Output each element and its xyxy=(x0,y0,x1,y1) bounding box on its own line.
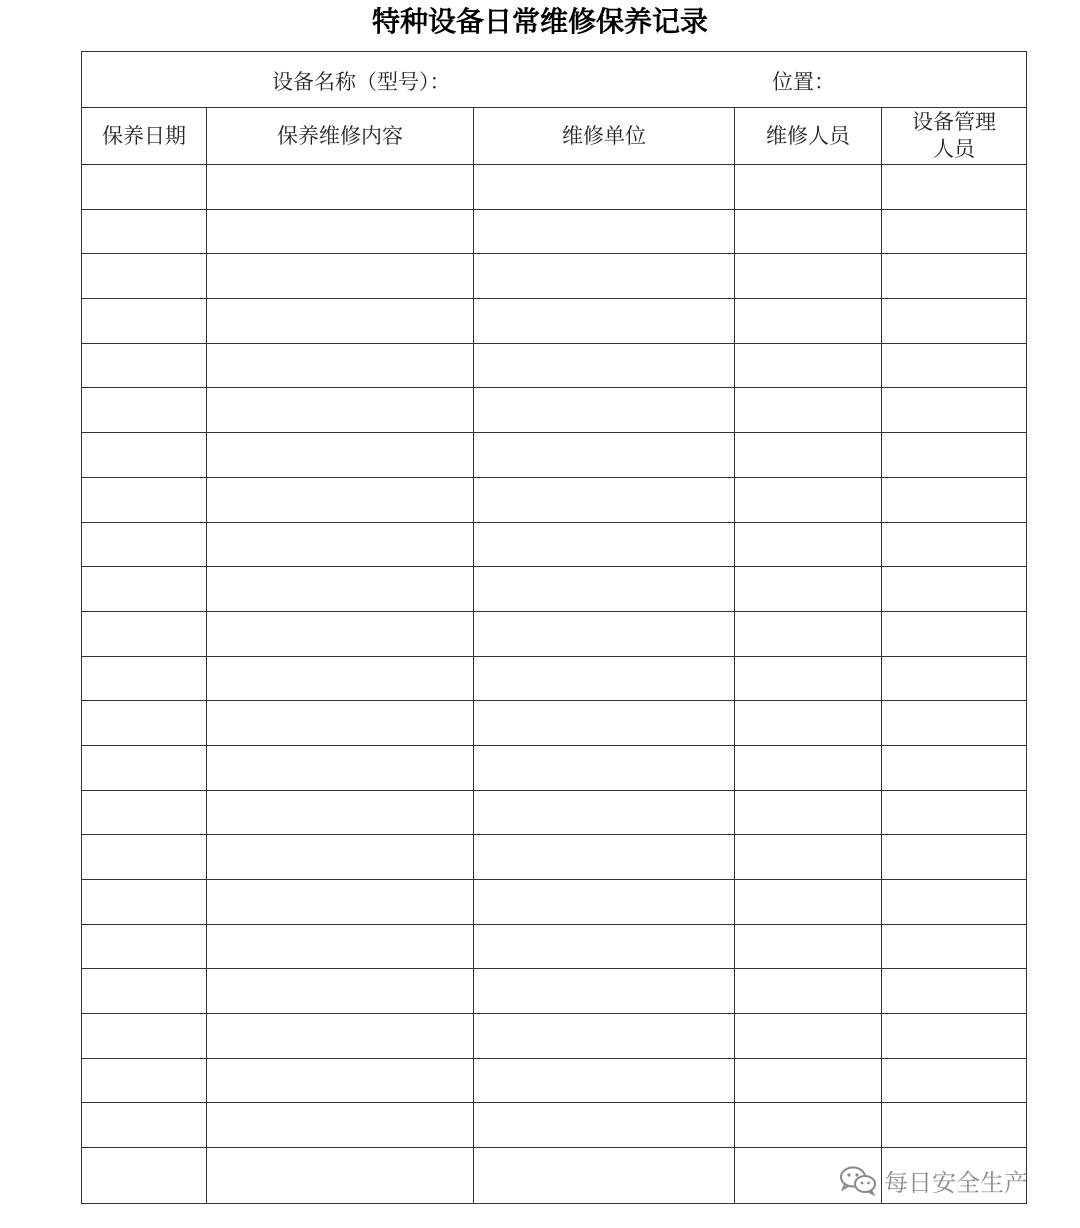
equipment-name-label: 设备名称（型号）： xyxy=(272,70,451,94)
cell-unit xyxy=(474,567,735,612)
cell-personnel xyxy=(735,611,882,656)
table-row xyxy=(82,924,1027,969)
cell-personnel xyxy=(735,880,882,925)
table-row xyxy=(82,388,1027,433)
cell-unit xyxy=(474,701,735,746)
cell-personnel xyxy=(735,1103,882,1148)
cell-content xyxy=(207,343,474,388)
cell-content xyxy=(207,299,474,344)
cell-date xyxy=(82,567,207,612)
cell-content xyxy=(207,567,474,612)
header-date: 保养日期 xyxy=(82,108,207,165)
table-row xyxy=(82,1058,1027,1103)
cell-content xyxy=(207,477,474,522)
table-row xyxy=(82,611,1027,656)
cell-content xyxy=(207,745,474,790)
wechat-icon xyxy=(838,1164,878,1196)
cell-date xyxy=(82,299,207,344)
cell-manager xyxy=(882,567,1027,612)
cell-date xyxy=(82,522,207,567)
cell-date xyxy=(82,388,207,433)
cell-date xyxy=(82,1014,207,1059)
cell-content xyxy=(207,790,474,835)
cell-content xyxy=(207,1148,474,1204)
cell-unit xyxy=(474,1103,735,1148)
cell-content xyxy=(207,522,474,567)
cell-personnel xyxy=(735,165,882,210)
cell-personnel xyxy=(735,209,882,254)
cell-manager xyxy=(882,165,1027,210)
table-row xyxy=(82,165,1027,210)
table-row xyxy=(82,835,1027,880)
table-row xyxy=(82,343,1027,388)
cell-date xyxy=(82,924,207,969)
cell-manager xyxy=(882,1103,1027,1148)
table-row xyxy=(82,745,1027,790)
cell-unit xyxy=(474,522,735,567)
table-row xyxy=(82,656,1027,701)
cell-manager xyxy=(882,880,1027,925)
cell-personnel xyxy=(735,924,882,969)
cell-content xyxy=(207,656,474,701)
cell-manager xyxy=(882,745,1027,790)
cell-personnel xyxy=(735,567,882,612)
table-row xyxy=(82,522,1027,567)
cell-unit xyxy=(474,343,735,388)
cell-date xyxy=(82,790,207,835)
cell-date xyxy=(82,745,207,790)
cell-unit xyxy=(474,969,735,1014)
cell-date xyxy=(82,611,207,656)
cell-manager xyxy=(882,1014,1027,1059)
equipment-info-row xyxy=(82,52,1027,108)
cell-unit xyxy=(474,477,735,522)
watermark xyxy=(838,1162,1028,1198)
table-row xyxy=(82,880,1027,925)
header-unit: 维修单位 xyxy=(474,108,735,165)
cell-personnel xyxy=(735,522,882,567)
cell-manager xyxy=(882,701,1027,746)
equipment-info-cell xyxy=(82,52,1027,108)
cell-content xyxy=(207,388,474,433)
cell-personnel xyxy=(735,1058,882,1103)
table-row xyxy=(82,1014,1027,1059)
cell-personnel xyxy=(735,656,882,701)
cell-manager xyxy=(882,969,1027,1014)
cell-content xyxy=(207,701,474,746)
cell-content xyxy=(207,1014,474,1059)
document-title: 特种设备日常维修保养记录 xyxy=(371,5,708,38)
table-row xyxy=(82,1103,1027,1148)
cell-personnel xyxy=(735,343,882,388)
cell-date xyxy=(82,1058,207,1103)
table-row xyxy=(82,433,1027,478)
table-row xyxy=(82,209,1027,254)
header-row xyxy=(82,108,1027,165)
table-row xyxy=(82,790,1027,835)
cell-content xyxy=(207,254,474,299)
table-row xyxy=(82,477,1027,522)
cell-date xyxy=(82,1103,207,1148)
cell-personnel xyxy=(735,969,882,1014)
cell-manager xyxy=(882,254,1027,299)
cell-content xyxy=(207,969,474,1014)
maintenance-record-table xyxy=(81,51,1027,1204)
cell-manager xyxy=(882,388,1027,433)
cell-unit xyxy=(474,388,735,433)
cell-manager xyxy=(882,611,1027,656)
cell-unit xyxy=(474,656,735,701)
cell-personnel xyxy=(735,790,882,835)
cell-unit xyxy=(474,433,735,478)
cell-date xyxy=(82,343,207,388)
cell-manager xyxy=(882,835,1027,880)
header-manager-line2: 人员 xyxy=(933,137,976,161)
cell-personnel xyxy=(735,254,882,299)
table-row xyxy=(82,701,1027,746)
cell-manager xyxy=(882,209,1027,254)
cell-content xyxy=(207,835,474,880)
cell-manager xyxy=(882,656,1027,701)
cell-personnel xyxy=(735,745,882,790)
table-row xyxy=(82,254,1027,299)
cell-unit xyxy=(474,1148,735,1204)
cell-date xyxy=(82,209,207,254)
cell-date xyxy=(82,1148,207,1204)
cell-date xyxy=(82,254,207,299)
cell-personnel xyxy=(735,835,882,880)
cell-unit xyxy=(474,611,735,656)
cell-manager xyxy=(882,924,1027,969)
header-manager-line1: 设备管理 xyxy=(912,110,997,134)
location-label: 位置： xyxy=(772,70,835,94)
cell-date xyxy=(82,477,207,522)
cell-manager xyxy=(882,343,1027,388)
cell-unit xyxy=(474,1058,735,1103)
cell-content xyxy=(207,209,474,254)
cell-date xyxy=(82,969,207,1014)
cell-date xyxy=(82,701,207,746)
cell-unit xyxy=(474,924,735,969)
table-row xyxy=(82,299,1027,344)
cell-unit xyxy=(474,790,735,835)
cell-content xyxy=(207,611,474,656)
cell-date xyxy=(82,165,207,210)
cell-unit xyxy=(474,165,735,210)
cell-content xyxy=(207,880,474,925)
cell-content xyxy=(207,924,474,969)
header-content: 保养维修内容 xyxy=(207,108,474,165)
cell-manager xyxy=(882,790,1027,835)
table-row xyxy=(82,567,1027,612)
cell-date xyxy=(82,656,207,701)
cell-date xyxy=(82,835,207,880)
cell-unit xyxy=(474,1014,735,1059)
cell-unit xyxy=(474,880,735,925)
cell-manager xyxy=(882,433,1027,478)
table-row xyxy=(82,969,1027,1014)
cell-personnel xyxy=(735,299,882,344)
cell-manager xyxy=(882,477,1027,522)
cell-personnel xyxy=(735,477,882,522)
cell-content xyxy=(207,165,474,210)
cell-date xyxy=(82,880,207,925)
cell-personnel xyxy=(735,388,882,433)
cell-unit xyxy=(474,254,735,299)
watermark-text: 每日安全生产 xyxy=(884,1168,1028,1197)
cell-content xyxy=(207,1103,474,1148)
cell-content xyxy=(207,1058,474,1103)
header-personnel: 维修人员 xyxy=(735,108,882,165)
cell-content xyxy=(207,433,474,478)
cell-personnel xyxy=(735,433,882,478)
cell-unit xyxy=(474,299,735,344)
cell-manager xyxy=(882,1058,1027,1103)
cell-manager xyxy=(882,522,1027,567)
cell-unit xyxy=(474,835,735,880)
cell-date xyxy=(82,433,207,478)
header-manager xyxy=(882,108,1027,165)
cell-manager xyxy=(882,299,1027,344)
cell-personnel xyxy=(735,1014,882,1059)
cell-personnel xyxy=(735,701,882,746)
cell-unit xyxy=(474,745,735,790)
cell-unit xyxy=(474,209,735,254)
